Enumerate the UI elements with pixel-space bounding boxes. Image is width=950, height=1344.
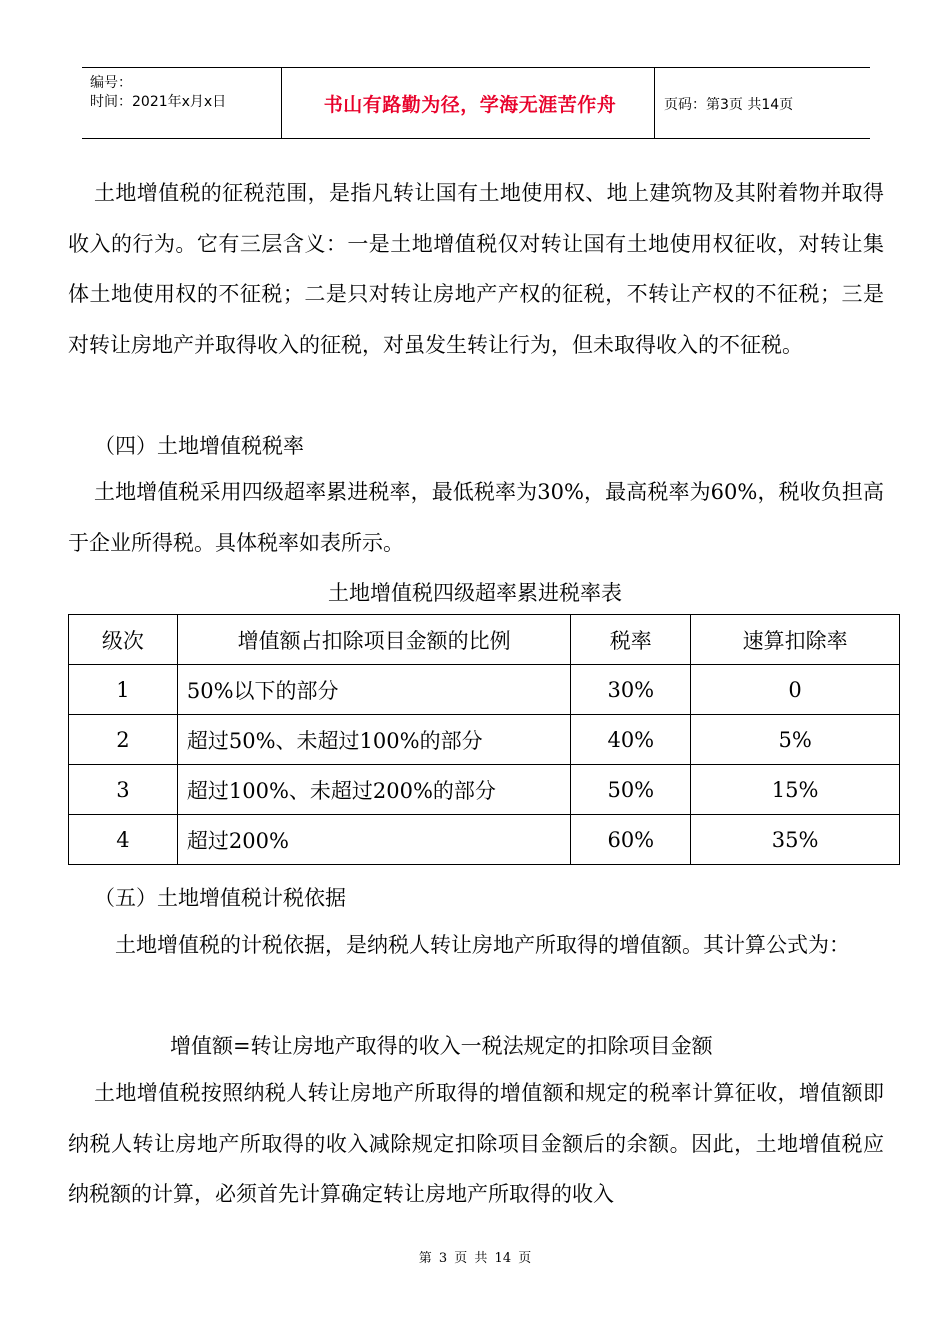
table-cell-rate: 30% [571,665,691,715]
paragraph-tax-base: 土地增值税的计税依据，是纳税人转让房地产所取得的增值额。其计算公式为： [115,933,850,957]
paragraph-scope: 土地增值税的征税范围，是指凡转让国有土地使用权、地上建筑物及其附着物并取得收入的行为。它有三层含义：一是土地增值税仅对转让国有土地使用权征收，对转让集体土地使用权的不征税；二是只对转让房地产产权的征税，不转让产权的不征税；三是对转让房地产并取得收入的征税，对虽发生转让行为，但未取得收入的不征税。 [68,181,884,357]
table-header-row [69,615,900,665]
table-row [69,715,900,765]
paragraph-tax-rate: 土地增值税采用四级超率累进税率，最低税率为30%，最高税率为60%，税收负担高于企业所得税。具体税率如表所示。 [68,480,884,555]
table-cell-ratio: 50%以下的部分 [177,665,571,715]
table-cell-deduction: 35% [691,815,900,865]
table-cell-ratio: 超过100%、未超过200%的部分 [177,765,571,815]
table-cell-rate: 60% [571,815,691,865]
table-row [69,665,900,715]
table-cell-deduction: 5% [691,715,900,765]
page-header [82,67,870,139]
table-cell-rate: 40% [571,715,691,765]
section-heading-tax-base: （五）土地增值税计税依据 [94,886,346,910]
header-meta [90,74,226,112]
table-cell-ratio: 超过50%、未超过100%的部分 [177,715,571,765]
document-number-label: 编号： [90,75,132,91]
header-divider [281,68,282,138]
table-header-cell: 速算扣除率 [691,615,900,665]
table-cell-level: 4 [69,815,178,865]
table-cell-level: 1 [69,665,178,715]
paragraph-calculation: 土地增值税按照纳税人转让房地产所取得的增值额和规定的税率计算征收，增值额即纳税人转让房地产所取得的收入减除规定扣除项目金额后的余额。因此，土地增值税应纳税额的计算，必须首先计算确定转让房地产所取得的收入 [68,1081,884,1206]
table-header-cell: 级次 [69,615,178,665]
document-time: 时间：2021年x月x日 [90,94,227,110]
table-cell-deduction: 0 [691,665,900,715]
table-cell-level: 2 [69,715,178,765]
table-header-cell: 税率 [571,615,691,665]
table-title: 土地增值税四级超率累进税率表 [328,581,622,605]
table-cell-rate: 50% [571,765,691,815]
table-header-cell: 增值额占扣除项目金额的比例 [177,615,571,665]
header-page-info: 页码：第3页 共14页 [664,97,794,113]
header-motto: 书山有路勤为径，学海无涯苦作舟 [323,94,617,116]
table-cell-level: 3 [69,765,178,815]
page-footer: 第 3 页 共 14 页 [418,1251,532,1266]
table-cell-deduction: 15% [691,765,900,815]
formula: 增值额=转让房地产取得的收入一税法规定的扣除项目金额 [170,1034,713,1058]
table-row [69,815,900,865]
table-cell-ratio: 超过200% [177,815,571,865]
tax-rate-table [68,614,900,865]
section-heading-tax-rate: （四）土地增值税税率 [94,434,304,458]
table-row [69,765,900,815]
